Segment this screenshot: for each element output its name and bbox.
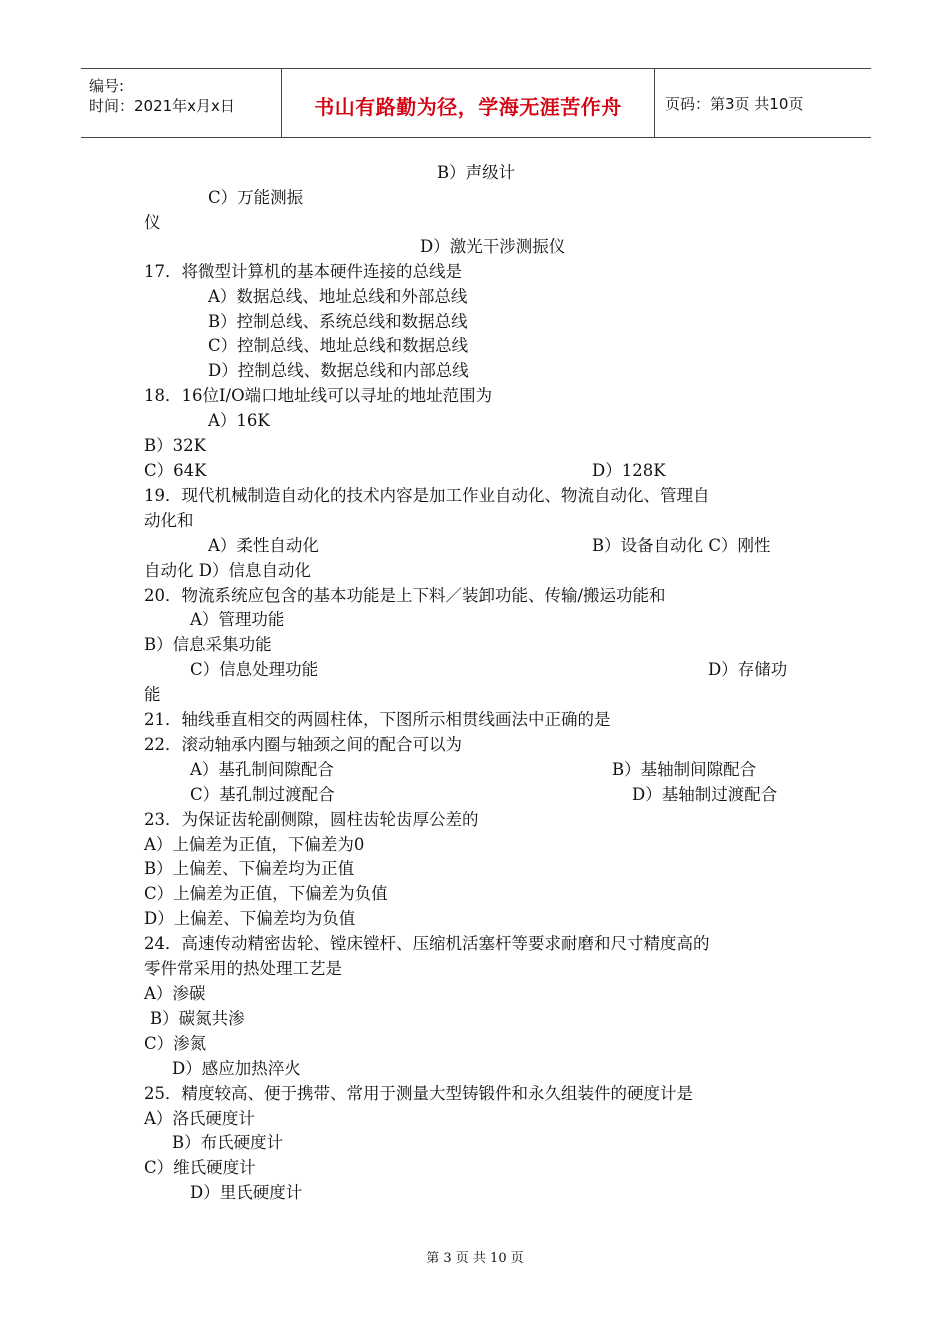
option-line: D）基轴制过渡配合 <box>632 785 778 804</box>
question-19: 19．现代机械制造自动化的技术内容是加工作业自动化、物流自动化、管理自 <box>144 486 710 505</box>
option-line: B）布氏硬度计 <box>172 1133 284 1152</box>
question-18: 18．16位I/O端口地址线可以寻址的地址范围为 <box>144 386 493 405</box>
header-page-cell <box>655 69 871 137</box>
option-line: D）上偏差、下偏差均为负值 <box>144 909 356 928</box>
question-19-cont: 动化和 <box>144 511 194 530</box>
option-line: 仪 <box>144 213 161 232</box>
option-line: D）存储功 <box>708 660 788 679</box>
option-line: 自动化 D）信息自动化 <box>144 561 311 580</box>
option-line: C）上偏差为正值，下偏差为负值 <box>144 884 388 903</box>
header-page-number: 页码：第3页 共10页 <box>665 95 804 113</box>
option-line: A）基孔制间隙配合 <box>190 760 334 779</box>
option-line: C）基孔制过渡配合 <box>190 785 335 804</box>
question-20: 20．物流系统应包含的基本功能是上下料／装卸功能、传输/搬运功能和 <box>144 586 666 605</box>
header-motto-cell <box>282 69 655 137</box>
option-line: 能 <box>144 685 161 704</box>
option-line: D）激光干涉测振仪 <box>420 237 566 256</box>
question-17: 17．将微型计算机的基本硬件连接的总线是 <box>144 262 462 281</box>
option-line: B）碳氮共渗 <box>150 1009 245 1028</box>
option-line: B）上偏差、下偏差均为正值 <box>144 859 355 878</box>
page-footer: 第 3 页 共 10 页 <box>426 1251 524 1266</box>
document-number-label: 编号: <box>89 77 125 95</box>
option-line: C）万能测振 <box>208 188 304 207</box>
option-line: C）信息处理功能 <box>190 660 319 679</box>
option-line: A）洛氏硬度计 <box>144 1109 255 1128</box>
header-info-cell <box>81 69 282 137</box>
option-line: B）设备自动化 C）刚性 <box>592 536 771 555</box>
question-22: 22．滚动轴承内圈与轴颈之间的配合可以为 <box>144 735 462 754</box>
option-line: B）信息采集功能 <box>144 635 272 654</box>
option-line: B）声级计 <box>437 163 516 182</box>
option-line: D）控制总线、数据总线和内部总线 <box>208 361 469 380</box>
option-line: C）64K <box>144 461 207 480</box>
option-line: A）柔性自动化 <box>208 536 319 555</box>
option-line: A）上偏差为正值，下偏差为0 <box>144 835 365 854</box>
header-motto: 书山有路勤为径，学海无涯苦作舟 <box>314 95 622 119</box>
question-25: 25．精度较高、便于携带、常用于测量大型铸锻件和永久组装件的硬度计是 <box>144 1084 693 1103</box>
option-line: A）管理功能 <box>190 610 285 629</box>
option-line: D）里氏硬度计 <box>190 1183 303 1202</box>
document-time-label: 时间：2021年x月x日 <box>89 97 235 115</box>
option-line: C）渗氮 <box>144 1034 207 1053</box>
question-21: 21．轴线垂直相交的两圆柱体，下图所示相贯线画法中正确的是 <box>144 710 611 729</box>
option-line: D）128K <box>592 461 666 480</box>
page-header <box>81 68 871 138</box>
option-line: A）数据总线、地址总线和外部总线 <box>208 287 468 306</box>
option-line: C）控制总线、地址总线和数据总线 <box>208 336 469 355</box>
option-line: B）控制总线、系统总线和数据总线 <box>208 312 468 331</box>
option-line: B）基轴制间隙配合 <box>612 760 757 779</box>
option-line: A）16K <box>208 411 270 430</box>
question-24-cont: 零件常采用的热处理工艺是 <box>144 959 342 978</box>
question-23: 23．为保证齿轮副侧隙，圆柱齿轮齿厚公差的 <box>144 810 479 829</box>
option-line: D）感应加热淬火 <box>172 1059 301 1078</box>
option-line: B）32K <box>144 436 206 455</box>
option-line: C）维氏硬度计 <box>144 1158 256 1177</box>
option-line: A）渗碳 <box>144 984 206 1003</box>
question-24: 24．高速传动精密齿轮、镗床镗杆、压缩机活塞杆等要求耐磨和尺寸精度高的 <box>144 934 710 953</box>
